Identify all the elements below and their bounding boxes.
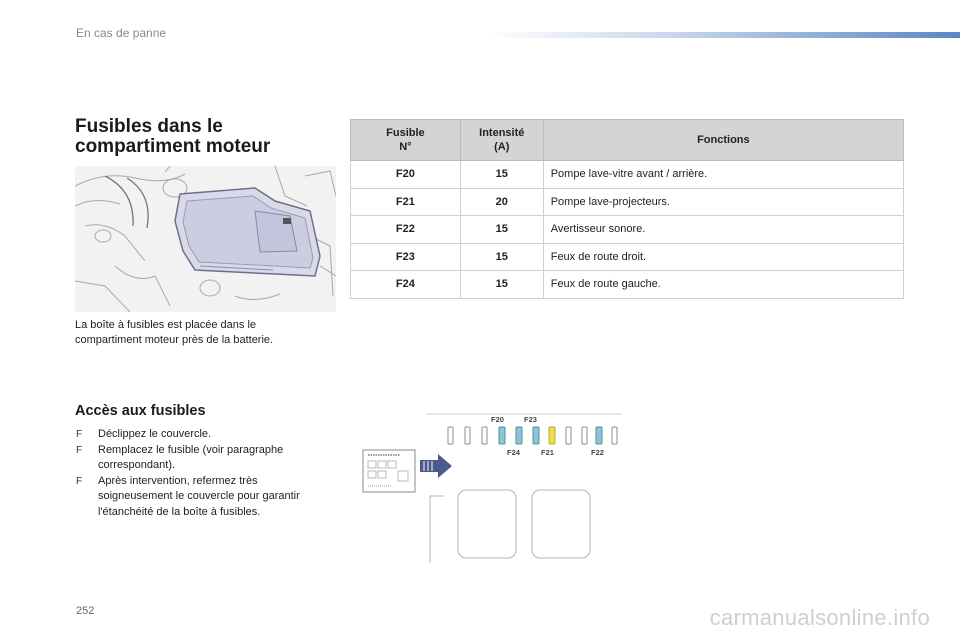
access-steps-list bbox=[76, 427, 338, 520]
step-bullet: F bbox=[76, 429, 83, 440]
fuse-function: Avertisseur sonore. bbox=[543, 216, 903, 244]
fuse-function: Feux de route droit. bbox=[543, 243, 903, 271]
label-f21: F21 bbox=[541, 448, 554, 457]
fuse-f23 bbox=[533, 427, 539, 444]
fuse-amps: 15 bbox=[460, 161, 543, 189]
fuse-slot bbox=[465, 427, 470, 444]
fuse-f22 bbox=[596, 427, 602, 444]
header-section-title: En cas de panne bbox=[76, 26, 167, 40]
header-gradient-bar bbox=[486, 32, 960, 38]
table-row bbox=[351, 188, 904, 216]
fuse-slot bbox=[566, 427, 571, 444]
fuse-slot bbox=[482, 427, 487, 444]
label-f20: F20 bbox=[491, 415, 504, 424]
label-f24: F24 bbox=[507, 448, 520, 457]
header-amp-line1: Intensité bbox=[479, 127, 525, 139]
page-title bbox=[75, 117, 335, 157]
page-title-line2: compartiment moteur bbox=[75, 136, 271, 157]
step-text: correspondant). bbox=[98, 459, 176, 471]
arrow-right-icon bbox=[420, 454, 452, 478]
table-row bbox=[351, 161, 904, 189]
table-row bbox=[351, 243, 904, 271]
step-bullet: F bbox=[76, 444, 83, 456]
caption-line1: La boîte à fusibles est placée dans le bbox=[75, 319, 257, 331]
header-fuse-line1: Fusible bbox=[386, 127, 425, 139]
label-f23: F23 bbox=[524, 415, 537, 424]
step-text: Après intervention, refermez très bbox=[98, 474, 258, 487]
fuse-amps: 15 bbox=[460, 216, 543, 244]
fuse-f24 bbox=[499, 427, 505, 444]
step-text: soigneusement le couvercle pour garantir bbox=[98, 490, 300, 502]
label-f22: F22 bbox=[591, 448, 604, 457]
page-number: 252 bbox=[76, 605, 95, 617]
fuse-table-header bbox=[351, 120, 904, 161]
step-bullet: F bbox=[76, 475, 83, 487]
table-row bbox=[351, 271, 904, 299]
header-amperage bbox=[460, 120, 543, 161]
fuse-f20 bbox=[516, 427, 522, 444]
fuse-number: F23 bbox=[351, 243, 461, 271]
step-item bbox=[76, 427, 338, 443]
fuse-slot bbox=[612, 427, 617, 444]
fuse-number: F20 bbox=[351, 161, 461, 189]
header-fuse-number bbox=[351, 120, 461, 161]
caption-line2: compartiment moteur près de la batterie. bbox=[75, 334, 274, 346]
access-section-title: Accès aux fusibles bbox=[75, 403, 206, 419]
fuse-function: Feux de route gauche. bbox=[543, 271, 903, 299]
fuse-amps: 20 bbox=[460, 188, 543, 216]
fusebox-diagram bbox=[360, 408, 622, 563]
engine-compartment-image bbox=[75, 166, 336, 312]
fuse-number: F24 bbox=[351, 271, 461, 299]
page-title-line1: Fusibles dans le bbox=[75, 116, 223, 137]
fuse-number: F22 bbox=[351, 216, 461, 244]
fuse-function: Pompe lave-vitre avant / arrière. bbox=[543, 161, 903, 189]
fuse-number: F21 bbox=[351, 188, 461, 216]
step-text: Remplacez le fusible (voir paragraphe bbox=[98, 443, 284, 456]
fuse-amps: 15 bbox=[460, 271, 543, 299]
watermark: carmanualsonline.info bbox=[709, 605, 930, 630]
fuse-slot bbox=[582, 427, 587, 444]
table-row bbox=[351, 216, 904, 244]
header-amp-line2: (A) bbox=[494, 141, 510, 153]
step-text: Déclippez le couvercle. bbox=[98, 428, 212, 440]
header-fuse-line2: N° bbox=[399, 141, 412, 153]
fuse-f21 bbox=[549, 427, 555, 444]
fuse-function: Pompe lave-projecteurs. bbox=[543, 188, 903, 216]
fuse-table bbox=[350, 119, 904, 299]
header-functions: Fonctions bbox=[543, 120, 903, 161]
fuse-amps: 15 bbox=[460, 243, 543, 271]
fuse-slot bbox=[448, 427, 453, 444]
fusebox-location-caption bbox=[75, 318, 335, 348]
step-text: l'étanchéité de la boîte à fusibles. bbox=[98, 505, 261, 518]
step-item bbox=[76, 474, 338, 521]
step-item bbox=[76, 443, 338, 474]
